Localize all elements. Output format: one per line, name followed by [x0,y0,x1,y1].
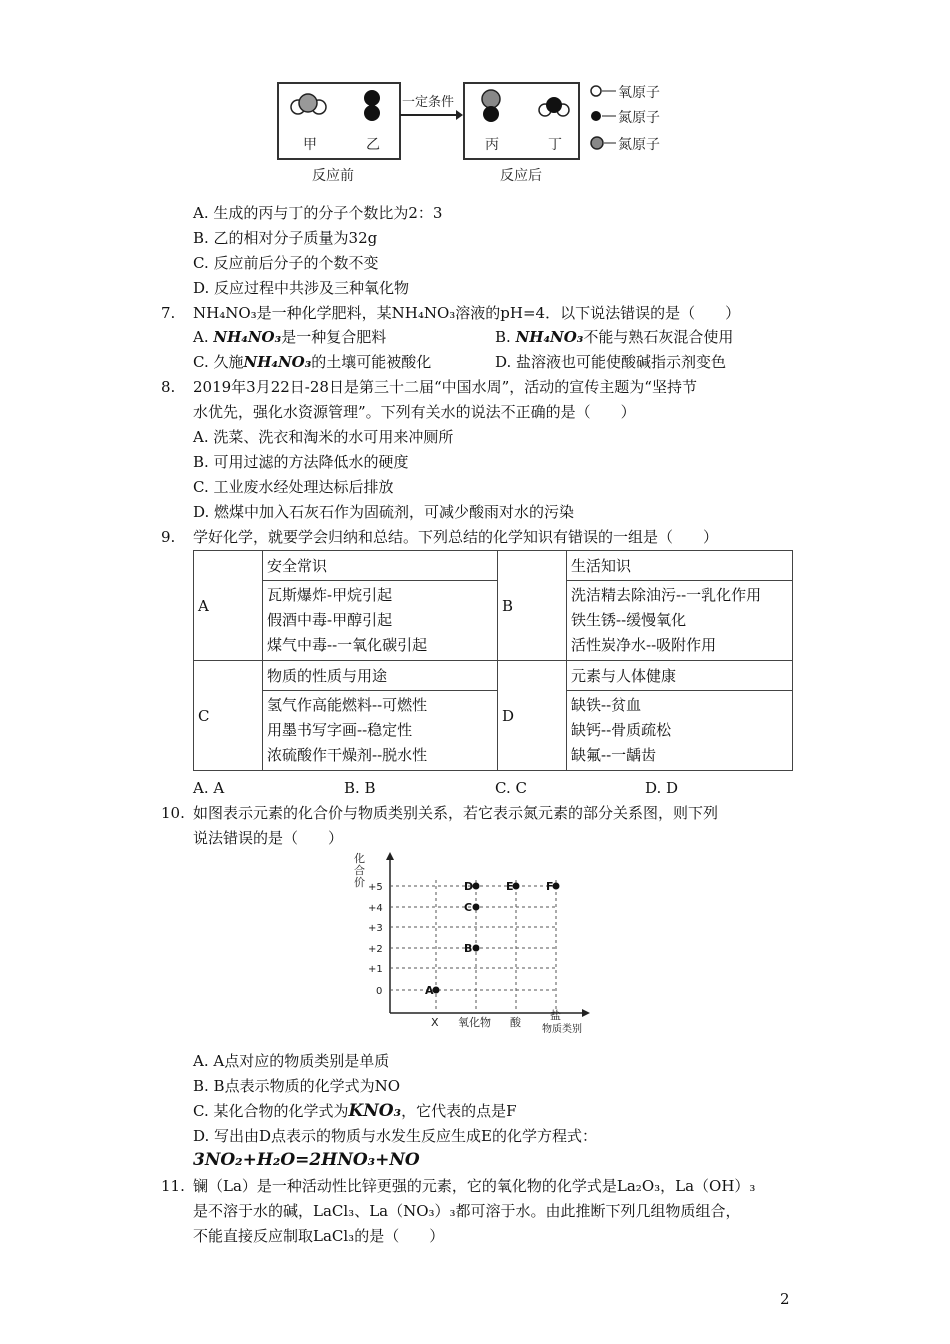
q7-option-a: A. NH₄NO₃是一种复合肥料 [193,328,387,346]
cell-label-c: C [194,661,263,771]
q11-line-2: 是不溶于水的碱，LaCl₃、La（NO₃）₃都可溶于水。由此推断下列几组物质组合， [193,1202,741,1220]
q11-line-1: 镧（La）是一种活动性比锌更强的元素，它的氧化物的化学式是La₂O₃，La（OH）₃ [193,1177,756,1195]
q9-option-d: D. D [645,779,679,797]
xlabel: 物质类别 [542,1024,582,1035]
point-f [553,883,560,890]
point-d [473,883,480,890]
q8-option-c: C. 工业废水经处理达标后排放 [193,478,394,496]
arrow-label: 一定条件 [402,95,455,110]
point-a [433,987,440,994]
q11-number: 11. [161,1177,185,1195]
q8-option-b: B. 可用过滤的方法降低水的硬度 [193,453,409,471]
q10-equation: 3NO₂+H₂O=2HNO₃+NO [193,1150,420,1170]
legend-label-2: 氮原子 [618,110,660,126]
formula: KNO₃ [348,1101,402,1121]
q10-option-a: A. A点对应的物质类别是单质 [193,1052,390,1070]
formula: NH₄NO₃ [515,328,584,346]
molecule-jia-icon [288,90,330,120]
ylabel-char: 合 [354,864,365,877]
q6-option-d: D. 反应过程中共涉及三种氧化物 [193,279,410,297]
molecule-ding-icon [537,94,571,120]
ylabel-char: 价 [354,876,365,889]
point-e [513,883,520,890]
molecule-yi-icon [360,88,384,124]
label-bing: 丙 [485,137,499,153]
q6-option-b: B. 乙的相对分子质量为32g [193,229,378,247]
formula: NH₄NO₃ [243,353,312,371]
q10-stem-1: 如图表示元素的化合价与物质类别关系，若它表示氮元素的部分关系图，则下列 [193,804,719,822]
point-b [473,945,480,952]
ylabel [354,851,365,889]
page-number: 2 [780,1290,790,1308]
q10-stem-2: 说法错误的是（ ） [193,829,344,847]
label-yi: 乙 [366,137,380,153]
point-f-label: F [546,880,554,893]
cell-title-a: 安全常识 [263,551,498,581]
cell-label-a: A [194,551,263,661]
q7-option-b: B. NH₄NO₃不能与熟石灰混合使用 [495,328,734,346]
point-c-label: C [464,901,473,914]
q10-option-b: B. B点表示物质的化学式为NO [193,1077,401,1095]
cell-title-b: 生活知识 [567,551,793,581]
svg-text:化合价 [354,851,365,889]
q11-line-3: 不能直接反应制取LaCl₃的是（ ） [193,1227,445,1245]
ytick: 0 [376,986,383,997]
q8-option-d: D. 燃煤中加入石灰石作为固硫剂，可减少酸雨对水的污染 [193,503,575,521]
molecule-bing-icon [478,88,504,124]
legend-hatched-atom-icon [590,136,620,150]
q8-option-a: A. 洗菜、洗衣和淘米的水可用来冲厕所 [193,428,454,446]
xtick: 酸 [510,1016,521,1029]
formula: NH₄NO₃ [213,328,282,346]
q7-number: 7. [161,304,176,322]
q9-option-c: C. C [495,779,527,797]
point-d-label: D [464,880,474,893]
q7-option-d: D. 盐溶液也可能使酸碱指示剂变色 [495,353,727,371]
ylabel-char: 化 [354,852,365,865]
q10-option-d: D. 写出由D点表示的物质与水发生反应生成E的化学方程式： [193,1127,598,1145]
cell-title-d: 元素与人体健康 [567,661,793,691]
cell-label-d: D [498,661,567,771]
ytick: +3 [368,923,383,934]
legend-oxygen-icon [590,84,620,98]
cell-items-d: 缺铁--贫血 缺钙--骨质疏松 缺氟--一龋齿 [567,691,793,771]
q6-option-a: A. 生成的丙与丁的分子个数比为2：3 [193,204,443,222]
caption-before: 反应前 [312,168,354,184]
xtick: 盐 [550,1009,561,1022]
xtick: X [431,1016,439,1029]
legend-nitrogen-icon [590,109,620,123]
q9-number: 9. [161,528,176,546]
label-ding: 丁 [548,137,562,153]
ytick: +2 [368,944,383,955]
label-jia: 甲 [303,137,317,153]
point-c [473,904,480,911]
q9-option-a: A. A [193,779,225,797]
q9-option-b: B. B [344,779,376,797]
q7-stem: NH₄NO₃是一种化学肥料，某NH₄NO₃溶液的pH=4．以下说法错误的是（ ） [193,304,741,322]
q10-option-c: C. 某化合物的化学式为KNO₃，它代表的点是F [193,1101,517,1121]
legend-label-1: 氧原子 [618,85,660,101]
point-a-label: A [425,984,434,997]
reaction-arrow-icon [398,108,464,122]
ytick: +5 [368,882,383,893]
ytick: +1 [368,964,383,975]
q9-stem: 学好化学，就要学会归纳和总结。下列总结的化学知识有错误的一组是（ ） [193,528,719,546]
cell-items-a: 瓦斯爆炸-甲烷引起 假酒中毒-甲醇引起 煤气中毒--一氧化碳引起 [263,581,498,661]
cell-items-c: 氢气作高能燃料--可燃性 用墨书写字画--稳定性 浓硫酸作干燥剂--脱水性 [263,691,498,771]
q8-number: 8. [161,378,176,396]
q6-option-c: C. 反应前后分子的个数不变 [193,254,379,272]
xtick: 氧化物 [458,1016,491,1029]
valence-chart [350,850,610,1035]
ytick: +4 [368,903,383,914]
cell-items-b: 洗洁精去除油污--一乳化作用 铁生锈--缓慢氧化 活性炭净水--吸附作用 [567,581,793,661]
q8-stem-1: 2019年3月22日-28日是第三十二届“中国水周”，活动的宣传主题为“坚持节 [193,378,697,396]
point-e-label: E [506,880,514,893]
q7-option-c: C. 久施NH₄NO₃的土壤可能被酸化 [193,353,432,371]
cell-title-c: 物质的性质与用途 [263,661,498,691]
q10-number: 10. [161,804,185,822]
caption-after: 反应后 [500,168,542,184]
legend-label-3: 氮原子 [618,137,660,153]
point-b-label: B [464,942,473,955]
q8-stem-2: 水优先，强化水资源管理”。下列有关水的说法不正确的是（ ） [193,403,636,421]
q9-table [193,550,793,771]
cell-label-b: B [498,551,567,661]
